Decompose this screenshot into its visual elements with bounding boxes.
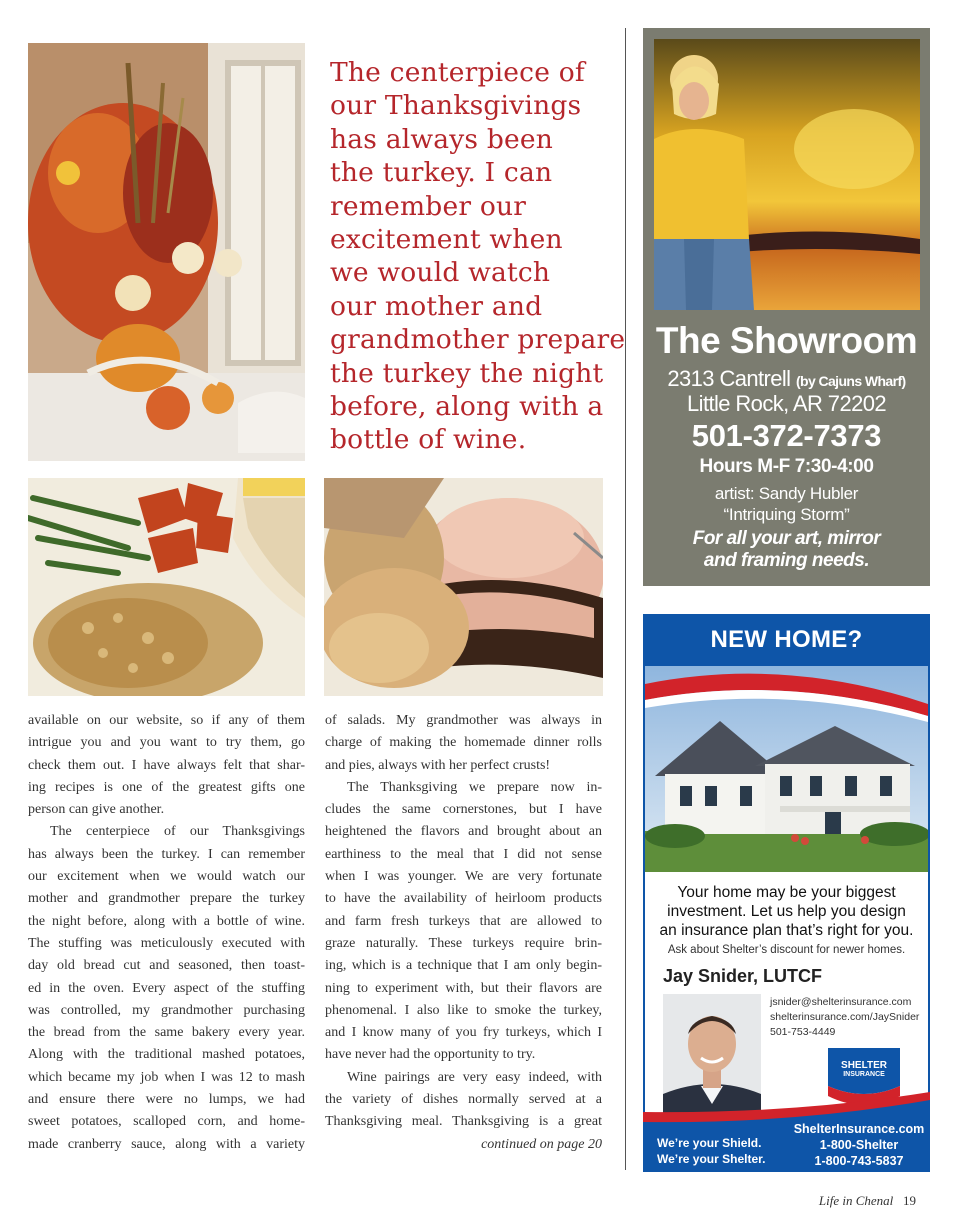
showroom-city: Little Rock, AR 72202	[687, 391, 886, 416]
showroom-hours: Hours M-F 7:30-4:00	[699, 456, 874, 477]
showroom-address	[643, 366, 930, 392]
article-line: check them out. I have always felt that shar-	[28, 757, 305, 773]
pull-quote-line: has always been	[330, 123, 554, 155]
article-line: the variety of dishes normally served at a	[325, 1092, 602, 1108]
pull-quote-line: the turkey. I can	[330, 157, 553, 189]
article-line: The centerpiece of our Thanksgivings	[50, 824, 305, 840]
house-photo	[645, 666, 928, 874]
article-line: graze naturally. These turkeys require brin-	[325, 935, 602, 951]
pull-quote-line: our mother and	[330, 290, 543, 322]
shelter-slogan: We’re your Shield.	[657, 1136, 762, 1150]
article-line: The Thanksgiving we prepare now in-	[347, 779, 602, 795]
article-line: intrigue you and you want to try them, go	[28, 735, 305, 751]
article-line: has always been the turkey. I can remember	[28, 846, 305, 862]
pull-quote-line: bottle of wine.	[330, 424, 527, 456]
agent-website[interactable]: shelterinsurance.com/JaySnider	[770, 1011, 920, 1023]
article-line: sweet potatoes, scalloped corn, and home-	[28, 1114, 305, 1130]
article-line: and ensure there were no lumps, we had	[28, 1092, 305, 1108]
page-number: 19	[903, 1193, 916, 1208]
article-line: and I know many of you fry turkeys, which I	[325, 1025, 602, 1041]
shelter-copy: Your home may be your biggest	[677, 884, 896, 901]
column-divider	[625, 28, 626, 1170]
showroom-tagline: and framing needs.	[703, 550, 870, 571]
showroom-address-note: (by Cajuns Wharf)	[795, 373, 906, 389]
shelter-logo-text: SHELTER	[841, 1060, 887, 1071]
article-line: ed in the oven. Every aspect of the stuffing	[28, 980, 305, 996]
artist-painting-photo	[654, 39, 920, 310]
shelter-logo-subtext: INSURANCE	[843, 1071, 885, 1078]
shelter-copy: investment. Let us help you design	[667, 903, 906, 920]
article-line: ing recipes is one of the greatest gifts one	[28, 779, 305, 795]
shelter-website[interactable]: ShelterInsurance.com	[793, 1122, 925, 1136]
article-line: day old bread cut and seasoned, then toast-	[28, 958, 305, 974]
pull-quote-line: remember our	[330, 190, 527, 222]
pull-quote	[330, 56, 626, 457]
showroom-street: 2313 Cantrell	[667, 366, 791, 391]
article-line: The stuffing was meticulously executed with	[28, 935, 305, 951]
article-column-2	[325, 710, 602, 1156]
article-line: mother and grandmother prepare the turkey	[28, 891, 305, 907]
article-line: which became my job when I was 12 to mash	[28, 1069, 305, 1085]
article-line: was controlled, my grandmother purchasing	[28, 1002, 305, 1018]
shelter-headline: NEW HOME?	[710, 626, 863, 653]
pull-quote-line: the turkey the night	[330, 357, 604, 389]
showroom-phone: 501-372-7373	[691, 418, 882, 453]
article-column-1	[28, 710, 305, 1156]
article-line: ing, which is a technique that I am only begin-	[325, 958, 602, 974]
article-line: person can give another.	[28, 802, 165, 818]
agent-email[interactable]: jsnider@shelterinsurance.com	[770, 996, 912, 1008]
pull-quote-line: we would watch	[330, 257, 551, 289]
article-line: the bread from the same bakery every year.	[28, 1025, 305, 1041]
pull-quote-line: The centerpiece of	[330, 57, 585, 88]
article-line: and pies, always with her perfect crusts!	[325, 757, 551, 773]
article-line: cludes the same cornerstones, but I have	[325, 802, 602, 818]
article-line: to have the availability of heirloom products	[325, 891, 602, 907]
dinner-plate-photo	[28, 478, 305, 696]
article-line: when I was younger. We are very fortunate	[325, 869, 602, 885]
article-line: ning to experiment with, but their flavors are	[325, 980, 602, 996]
showroom-artist: artist: Sandy Hubler	[714, 484, 859, 503]
showroom-name: The Showroom	[655, 320, 918, 361]
article-line: and farm fresh turkeys that are allowed to	[325, 913, 602, 929]
article-line: Wine pairings are very easy indeed, with	[347, 1069, 602, 1085]
turkey-photo	[324, 478, 603, 696]
agent-name: Jay Snider, LUTCF	[663, 966, 823, 986]
article-line: earthiness to the meal that I did not sense	[325, 846, 602, 862]
agent-phone: 501-753-4449	[770, 1026, 836, 1038]
centerpiece-photo	[28, 43, 305, 461]
pull-quote-line: our Thanksgivings	[330, 90, 582, 122]
shelter-phone-digits: 1-800-743-5837	[814, 1154, 904, 1168]
pull-quote-line: grandmother prepare	[330, 324, 626, 356]
pull-quote-line: excitement when	[330, 224, 563, 256]
shelter-discount-note: Ask about Shelter’s discount for newer homes.	[667, 944, 906, 956]
article-line: our excitement when we would watch our	[28, 869, 305, 885]
showroom-tagline: For all your art, mirror	[692, 528, 881, 549]
shelter-phone-words: 1-800-Shelter	[819, 1138, 899, 1152]
shelter-insurance-ad	[643, 614, 930, 1172]
shelter-copy: an insurance plan that’s right for you.	[659, 922, 914, 939]
article-line: phenomenal. I also like to smoke the turkey,	[325, 1002, 602, 1018]
article-line: Along with the traditional mashed potatoes,	[28, 1047, 305, 1063]
magazine-name: Life in Chenal	[818, 1193, 894, 1208]
article-line: Thanksgiving meal. Thanksgiving is a great	[325, 1114, 602, 1130]
article-line: heightened the flavors and brought about an	[325, 824, 602, 840]
article-line: available on our website, so if any of them	[28, 713, 305, 728]
article-line: the night before, along with a bottle of wine.	[28, 913, 305, 929]
article-line: charge of making the homemade dinner rolls	[325, 735, 602, 751]
shelter-slogan: We’re your Shelter.	[657, 1152, 766, 1166]
article-line: made cranberry sauce, along with a variety	[28, 1136, 305, 1152]
page-folio	[819, 1193, 916, 1209]
article-line: of salads. My grandmother was always in	[325, 713, 602, 728]
continued-note: continued on page 20	[481, 1136, 602, 1152]
pull-quote-line: before, along with a	[330, 391, 604, 423]
article-line: have never had the opportunity to try.	[325, 1047, 536, 1063]
showroom-ad	[643, 28, 930, 586]
showroom-artwork-title: “Intriquing Storm”	[723, 505, 850, 524]
